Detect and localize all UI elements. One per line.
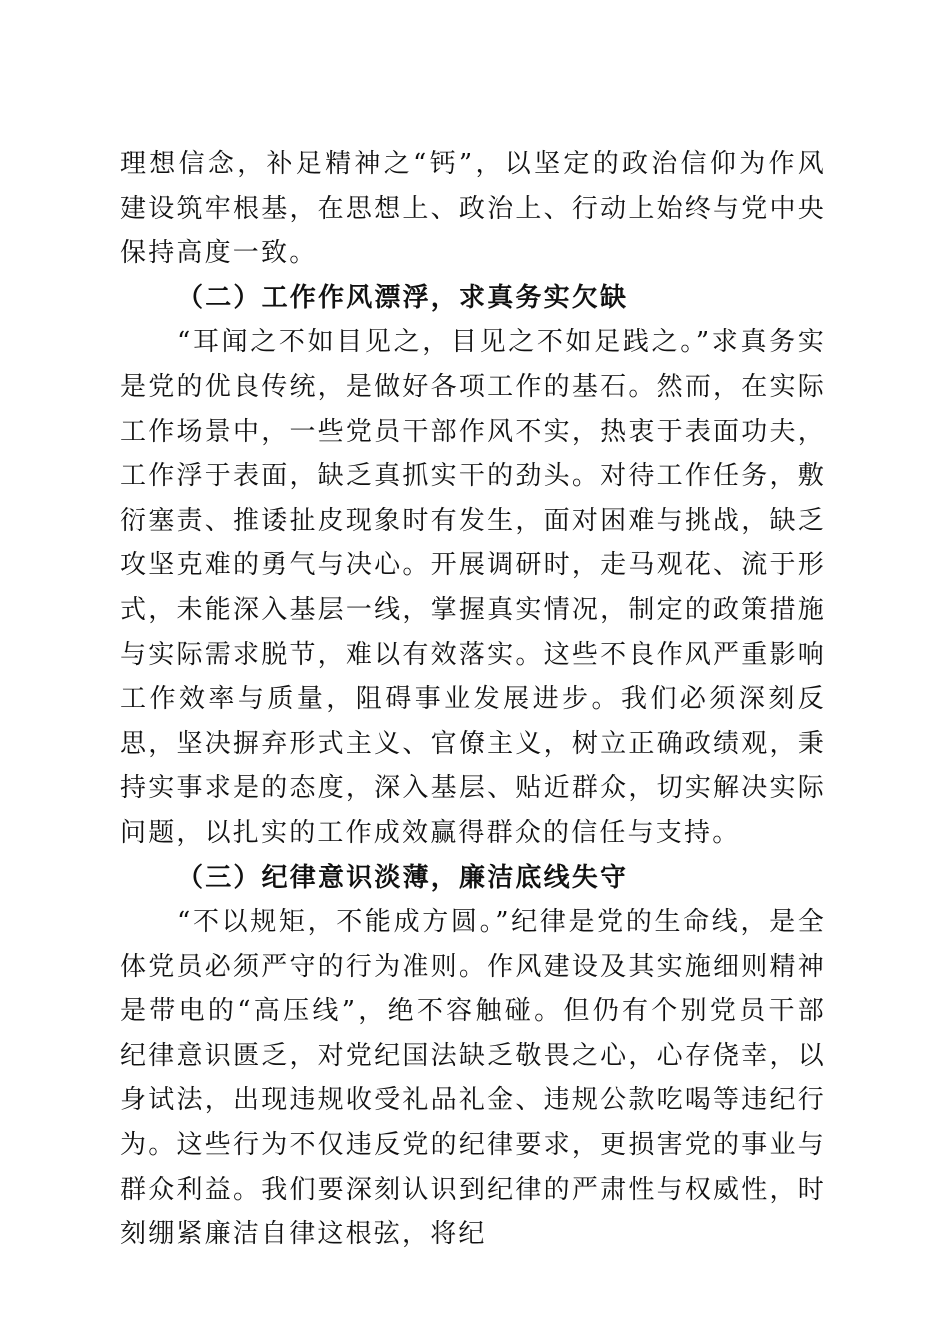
section-heading-2: （二）工作作风漂浮，求真务实欠缺: [177, 282, 629, 313]
paragraph-discipline: “不以规矩，不能成方圆。”纪律是党的生命线，是全体党员必须严守的行为准则。作风建设及其实施细则精神是带电的“高压线”，绝不容触碰。但仍有个别党员干部纪律意识匮乏，对党纪国法缺乏敬畏之心，心存侥幸，以身试法，出现违规收受礼品礼金、违规公款吃喝等违纪行为。这些行为不仅违反党的纪律要求，更损害党的事业与群众利益。我们要深刻认识到纪律的严肃性与权威性，时刻绷紧廉洁自律这根弦，将纪: [120, 907, 826, 1250]
section-heading-3: （三）纪律意识淡薄，廉洁底线失守: [177, 862, 629, 893]
paragraph-continued: 理想信念，补足精神之“钙”，以坚定的政治信仰为作风建设筑牢根基，在思想上、政治上、行动上始终与党中央保持高度一致。: [120, 149, 826, 269]
paragraph-work-style: “耳闻之不如目见之，目见之不如足践之。”求真务实是党的优良传统，是做好各项工作的基石。然而，在实际工作场景中，一些党员干部作风不实，热衷于表面功夫，工作浮于表面，缺乏真抓实干的劲头。对待工作任务，敷衍塞责、推诿扯皮现象时有发生，面对困难与挑战，缺乏攻坚克难的勇气与决心。开展调研时，走马观花、流于形式，未能深入基层一线，掌握真实情况，制定的政策措施与实际需求脱节，难以有效落实。这些不良作风严重影响工作效率与质量，阻碍事业发展进步。我们必须深刻反思，坚决摒弃形式主义、官僚主义，树立正确政绩观，秉持实事求是的态度，深入基层、贴近群众，切实解决实际问题，以扎实的工作成效赢得群众的信任与支持。: [120, 327, 826, 848]
document-body: [120, 142, 826, 1257]
